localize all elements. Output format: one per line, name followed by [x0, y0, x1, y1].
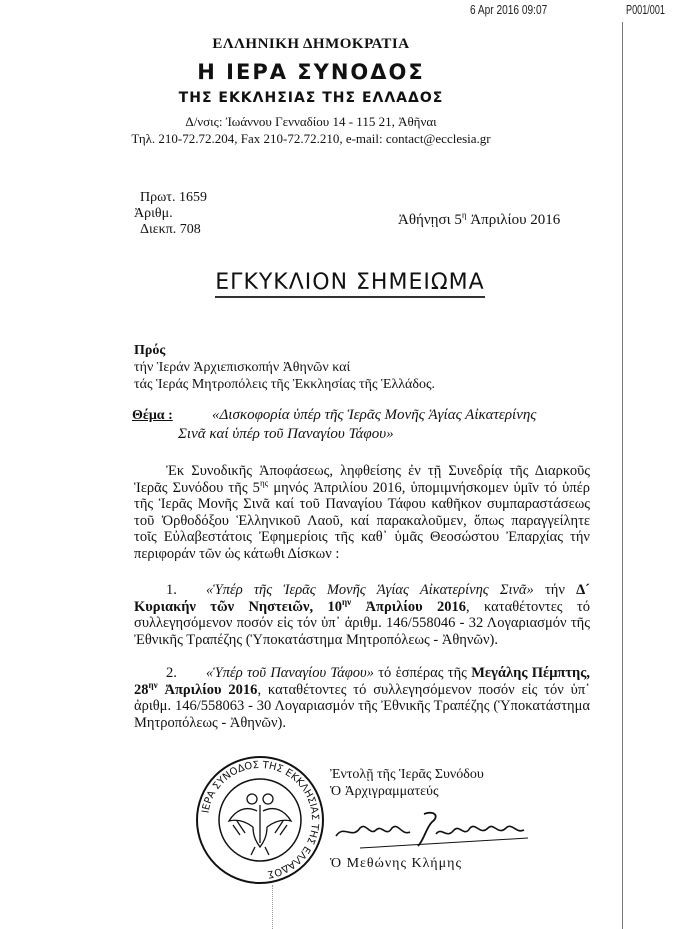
fax-margin-line [622, 22, 623, 929]
list-item-2 [134, 665, 590, 731]
recipient-line-2: τάς Ἱεράς Μητροπόλεις τῆς Ἐκκλησίας τῆς Ἑλλάδος. [134, 377, 436, 392]
place-date [398, 212, 560, 229]
republic-heading: ΕΛΛΗΝΙΚΗ ΔΗΜΟΚΡΑΤΙΑ [212, 36, 410, 52]
place-date-rest: Ἀπριλίου 2016 [466, 212, 561, 228]
list-item-bold-a: Δ´ Κυριακήν τῶν Νηστειῶν, 10 [134, 582, 591, 615]
body-text-a: Ἐκ Συνοδικῆς Ἀποφάσεως, ληφθείσης ἐν τῇ Συνεδρίᾳ τῆς Διαρκοῦς Ἱερᾶς Συνόδου τῆς 5 [134, 463, 590, 496]
number-label: Ἀριθμ. [134, 206, 173, 221]
place-date-sup: η [461, 210, 467, 220]
list-item-sup: ην [148, 679, 158, 690]
body-sup: ης [259, 477, 269, 488]
subject-label: Θέμα : [132, 408, 173, 423]
protocol-number: Πρωτ. 1659 [140, 190, 207, 205]
dispatch-number: Διεκπ. 708 [140, 222, 201, 237]
place-date-main: Ἀθήνῃσι 5 [398, 212, 462, 228]
church-heading: ΤΗΣ ΕΚΚΛΗΣΙΑΣ ΤΗΣ ΕΛΛΑΔΟΣ [178, 90, 444, 106]
subject-line-2: Σινᾶ καί ὑπέρ τοῦ Παναγίου Τάφου» [178, 426, 394, 442]
list-item-bold-b: Ἀπριλίου 2016 [351, 598, 466, 615]
signature-line-3: Ὁ Μεθώνης Κλήμης [330, 856, 462, 871]
list-item-1 [134, 582, 590, 648]
handwritten-signature [330, 806, 530, 851]
double-headed-eagle-icon [229, 794, 291, 855]
address-line: Δ/νσις: Ἰωάννου Γενναδίου 14 - 115 21, Ἀθῆναι [185, 114, 437, 129]
list-item-rest: , καταθέτοντες τό συλλεγησόμενον ποσόν εἰς τόν ὑπ᾽ ἀριθμ. 146/558063 - 30 Λογαριασμόν τῆς Ἐθνικῆς Τραπέζης (Ὑποκατάστημα Μητροπόλεως - Ἀθηνῶν). [134, 681, 590, 731]
list-item-italic: «Ὑπέρ τῆς Ἱερᾶς Μονῆς Ἁγίας Αἰκατερίνης Σινᾶ» [206, 582, 534, 598]
seal-text: ΙΕΡΑ ΣΥΝΟΔΟΣ ΤΗΣ ΕΚΚΛΗΣΙΑΣ ΤΗΣ ΕΛΛΑΔΟΣ [200, 759, 321, 880]
list-item-bold-b: Ἀπριλίου 2016 [157, 681, 258, 698]
list-item-number: 1. [166, 582, 177, 598]
list-item-bold-a: Μεγάλης Πέμπτης, 28 [134, 665, 591, 698]
contact-line: Τηλ. 210-72.72.204, Fax 210-72.72.210, e-mail: contact@ecclesia.gr [131, 131, 491, 146]
body-paragraph [134, 463, 590, 563]
signature-line-1: Ἐντολῇ τῆς Ἱερᾶς Συνόδου [330, 767, 484, 782]
document-title [0, 270, 700, 295]
list-item-sup: ην [342, 596, 352, 607]
dotted-mark [272, 885, 274, 929]
body-text-b: μηνός Ἀπριλίου 2016, ὑπομιμνήσκομεν ὑμῖν τό ὑπέρ τῆς Ἱερᾶς Μονῆς Σινᾶ καί τοῦ Παναγίου Τάφου καθῆκον συμπαραστάσεως τοῦ Ὀρθοδόξου Ἑλληνικοῦ Λαοῦ, καί παρακαλοῦμεν, ὅπως παραγγείλητε τοῖς Εὐλαβεστάτοις Ἐφημερίοις τῆς καθ᾽ ὑμᾶς Θεοσώστου Ἐπαρχίας τήν περιφοράν τῶν ὡς κάτωθι Δίσκων : [134, 479, 590, 562]
list-item-italic: «Ὑπέρ τοῦ Παναγίου Τάφου» [206, 665, 374, 681]
synod-heading: Η ΙΕΡΑ ΣΥΝΟΔΟΣ [197, 60, 425, 84]
document-title-text: ΕΓΚΥΚΛΙΟΝ ΣΗΜΕΙΩΜΑ [215, 270, 484, 298]
signature-line-2: Ὁ Ἀρχιγραμματεύς [330, 784, 439, 799]
synod-seal [195, 755, 325, 885]
subject-line-1: «Δισκοφορία ὑπέρ τῆς Ἱερᾶς Μονῆς Ἁγίας Αἰκατερίνης [212, 407, 537, 423]
list-item-number: 2. [166, 665, 177, 681]
list-item-connector: τό ἑσπέρας τῆς [373, 665, 472, 681]
recipients-label: Πρός [134, 343, 166, 358]
recipient-line-1: τήν Ἱεράν Ἀρχιεπισκοπήν Ἀθηνῶν καί [134, 360, 351, 375]
fax-timestamp: 6 Apr 2016 09:07 [470, 2, 548, 17]
list-item-connector: τήν [533, 582, 577, 598]
fax-page-number: P001/001 [626, 2, 665, 17]
list-item-rest: , καταθέτοντες τό συλλεγησόμενον ποσόν εἰς τόν ὑπ᾽ ἀριθμ. 146/558046 - 32 Λογαριασμόν τῆς Ἐθνικῆς Τραπέζης (Ὑποκατάστημα Μητροπόλεως - Ἀθηνῶν). [134, 598, 590, 648]
